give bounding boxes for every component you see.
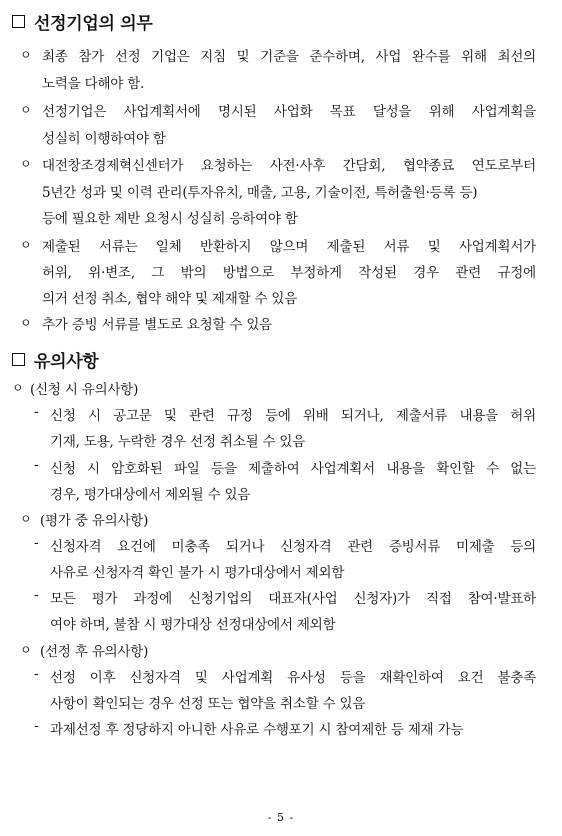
bullet-icon: ㅇ	[20, 512, 32, 526]
obligation-1-line-1: 최종 참가 선정 기업은 지침 및 기준을 준수하며, 사업 완수를 위해 최선의	[42, 49, 536, 65]
application-note-2-line-2: 경우, 평가대상에서 제외될 수 있음	[50, 487, 251, 503]
bullet-icon: ㅇ	[12, 381, 24, 395]
dash-marker: -	[34, 718, 39, 734]
obligation-3-line-2: 5년간 성과 및 이력 관리(투자유치, 매출, 고용, 기술이전, 특허출원·등록 등)	[42, 185, 478, 201]
application-note-2-line-1: 신청 시 암호화된 파일 등을 제출하여 사업계획서 내용을 확인할 수 없는	[50, 461, 536, 477]
obligation-1-line-2: 노력을 다해야 함.	[42, 76, 145, 92]
application-note-1-line-1: 신청 시 공고문 및 관련 규정 등에 위배 되거나, 제출서류 내용을 허위	[50, 408, 536, 424]
evaluation-note-2-line-2: 여야 하며, 불참 시 평가대상 선정대상에서 제외함	[50, 617, 336, 633]
post-selection-note-1-line-1: 선정 이후 신청자격 및 사업계획 유사성 등을 재확인하여 요건 불충족	[50, 670, 536, 686]
obligation-3-line-1: 대전창조경제혁신센터가 요청하는 사전·사후 간담회, 협약종료 연도로부터	[42, 158, 536, 174]
obligation-4-line-1: 제출된 서류는 일체 반환하지 않으며 제출된 서류 및 사업계획서가	[42, 239, 536, 255]
evaluation-note-2-line-1: 모든 평가 과정에 신청기업의 대표자(사업 신청자)가 직접 참여·발표하	[50, 591, 536, 607]
dash-marker: -	[34, 535, 39, 551]
group-heading-post-selection: (선정 후 유의사항)	[40, 644, 149, 660]
group-heading-application: (신청 시 유의사항)	[30, 382, 139, 398]
obligation-2-line-1: 선정기업은 사업계획서에 명시된 사업화 목표 달성을 위해 사업계획을	[42, 104, 536, 120]
bullet-icon: ㅇ	[20, 643, 32, 657]
bullet-icon: ㅇ	[20, 238, 32, 252]
page-number: - 5 -	[267, 811, 295, 824]
post-selection-note-1-line-2: 사항이 확인되는 경우 선정 또는 협약을 취소할 수 있음	[50, 696, 366, 712]
section-heading-notes	[12, 347, 99, 372]
checkbox-square-icon	[12, 353, 25, 366]
dash-marker: -	[34, 666, 39, 682]
bullet-icon: ㅇ	[20, 157, 32, 171]
bullet-icon: ㅇ	[20, 316, 32, 330]
dash-marker: -	[34, 457, 39, 473]
checkbox-square-icon	[12, 15, 25, 28]
obligation-2-line-2: 성실히 이행하여야 함	[42, 131, 166, 147]
obligation-4-line-2: 허위, 위·변조, 그 밖의 방법으로 부정하게 작성된 경우 관련 규정에	[42, 265, 536, 281]
section-heading-obligations	[12, 9, 152, 34]
group-heading-evaluation: (평가 중 유의사항)	[40, 513, 149, 529]
bullet-icon: ㅇ	[20, 103, 32, 117]
dash-marker: -	[34, 587, 39, 603]
post-selection-note-2-line-1: 과제선정 후 정당하지 아니한 사유로 수행포기 시 참여제한 등 제재 가능	[50, 722, 464, 738]
evaluation-note-1-line-1: 신청자격 요건에 미충족 되거나 신청자격 관련 증빙서류 미제출 등의	[50, 539, 536, 555]
bullet-icon: ㅇ	[20, 48, 32, 62]
dash-marker: -	[34, 404, 39, 420]
obligation-4-line-3: 의거 선정 취소, 협약 해약 및 제재할 수 있음	[42, 291, 298, 307]
application-note-1-line-2: 기재, 도용, 누락한 경우 선정 취소될 수 있음	[50, 434, 306, 450]
obligation-5-line-1: 추가 증빙 서류를 별도로 요청할 수 있음	[42, 317, 273, 333]
evaluation-note-1-line-2: 사유로 신청자격 확인 불가 시 평가대상에서 제외함	[50, 565, 345, 581]
section-title: 선정기업의 의무	[34, 14, 153, 34]
obligation-3-line-3: 등에 필요한 제반 요청시 성실히 응하여야 함	[42, 211, 298, 227]
section-title: 유의사항	[34, 352, 99, 372]
